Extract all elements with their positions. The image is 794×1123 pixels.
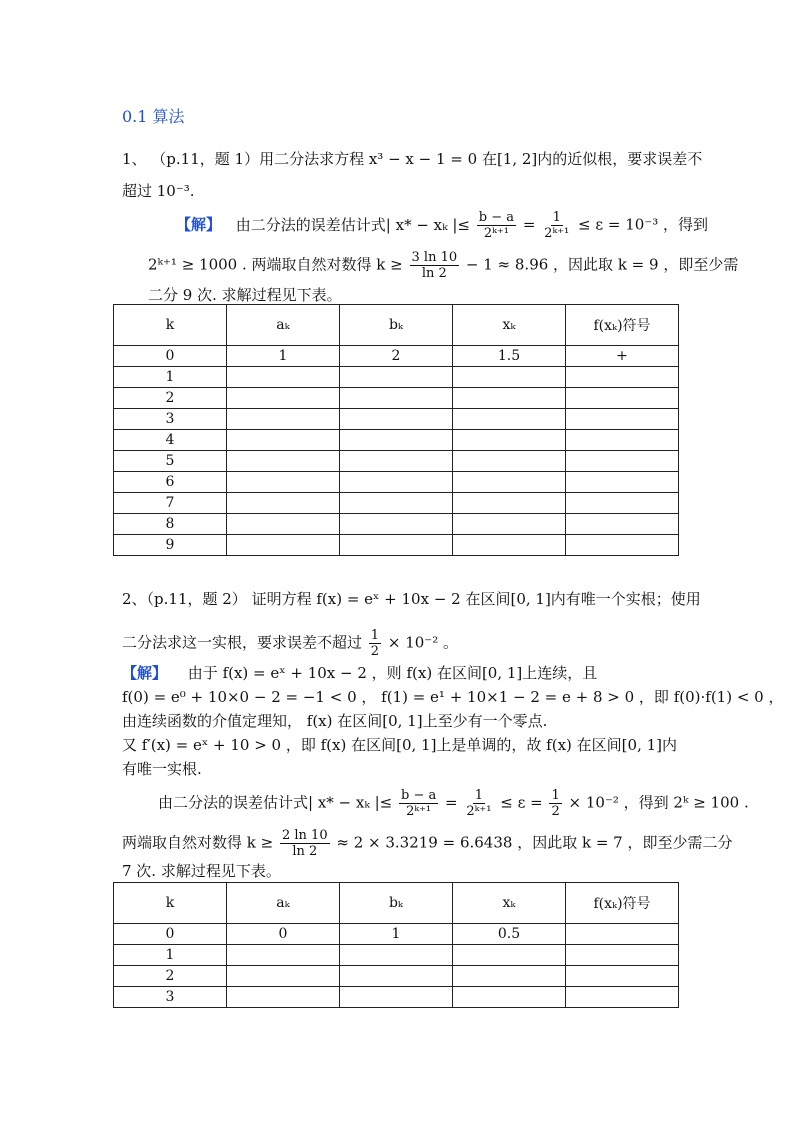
table-cell <box>227 493 340 514</box>
table-header-row <box>114 883 679 924</box>
table-cell <box>340 409 453 430</box>
table-cell <box>340 472 453 493</box>
table-header-row <box>114 305 679 346</box>
table-cell: 5 <box>114 451 227 472</box>
table-cell: 3 <box>114 987 227 1008</box>
fraction-one-over-power: $\frac{1}{\text{2ᵏ⁺¹}}$ <box>544 210 570 241</box>
table-cell <box>453 409 566 430</box>
problem2-solution-line7: 两端取自然对数得 k ≥ $\frac{2 \ln 10}{\ln 2}$ ≈ 2 × 3.3219 = 6.6438 ，因此取 k = 7 ，即至少需二分 <box>122 828 733 859</box>
error-bound-text: ≤ ε = 10⁻³ ，得到 <box>578 215 709 234</box>
table-cell: 1 <box>114 367 227 388</box>
table-header-cell: bₖ <box>340 305 453 346</box>
table-header-cell: f(xₖ)符号 <box>566 305 679 346</box>
table-cell <box>566 945 679 966</box>
table-row <box>114 346 679 367</box>
table-cell <box>227 966 340 987</box>
error-estimate-text: 由二分法的误差估计式| x* − xₖ |≤ <box>235 215 471 234</box>
table-cell <box>340 367 453 388</box>
problem2-solution-line8: 7 次. 求解过程见下表。 <box>122 862 281 880</box>
problem2-solution-line2: f(0) = e⁰ + 10×0 − 2 = −1 < 0 ， f(1) = e¹ + 10×1 − 2 = e + 8 > 0 ，即 f(0)·f(1) < 0 ， <box>122 688 784 706</box>
table-cell: 1.5 <box>453 346 566 367</box>
table-cell <box>340 451 453 472</box>
table-cell <box>227 451 340 472</box>
table-cell <box>453 430 566 451</box>
problem2-solution-line5: 有唯一实根. <box>122 760 202 778</box>
table-cell: 2 <box>340 346 453 367</box>
table-cell <box>566 430 679 451</box>
table-row <box>114 451 679 472</box>
table-cell <box>227 514 340 535</box>
table-cell <box>340 987 453 1008</box>
table-cell <box>340 493 453 514</box>
table-cell <box>566 451 679 472</box>
problem1-solution-line2: 2ᵏ⁺¹ ≥ 1000 . 两端取自然对数得 k ≥ $\frac{3 \ln 10}{\ln 2}$ − 1 ≈ 8.96 ，因此取 k = 9 ，即至少需 <box>148 250 739 281</box>
table-cell: 9 <box>114 535 227 556</box>
table-cell: 1 <box>340 924 453 945</box>
problem2-statement-line2: 二分法求这一实根，要求误差不超过 $\frac{1}{2}$ × 10⁻² 。 <box>122 628 458 659</box>
table-cell <box>340 430 453 451</box>
problem2-solution-line6: 由二分法的误差估计式| x* − xₖ |≤ $\frac{b - a}{\text{2ᵏ⁺¹}}$ = $\frac{1}{\text{2ᵏ⁺¹}}$ ≤ ε = $\frac{1}{2}$ × 10⁻² ，得到 2ᵏ ≥ 100 . <box>158 788 749 819</box>
problem1-solution-line3: 二分 9 次. 求解过程见下表。 <box>148 286 342 304</box>
table-cell: 2 <box>114 966 227 987</box>
table-cell <box>340 535 453 556</box>
table-cell <box>566 472 679 493</box>
solution-label: 【解】 <box>176 215 222 234</box>
table-cell <box>566 535 679 556</box>
table-header-cell: xₖ <box>453 883 566 924</box>
table-cell: 3 <box>114 409 227 430</box>
table-cell <box>566 409 679 430</box>
table-cell <box>453 388 566 409</box>
table-cell: 8 <box>114 514 227 535</box>
table-cell <box>453 514 566 535</box>
table-cell: 0 <box>114 924 227 945</box>
table-cell <box>340 966 453 987</box>
table-row <box>114 430 679 451</box>
table-header-cell: xₖ <box>453 305 566 346</box>
table-cell: 6 <box>114 472 227 493</box>
table-cell: 0.5 <box>453 924 566 945</box>
table-cell: 4 <box>114 430 227 451</box>
bisection-table-1 <box>113 304 679 556</box>
table-cell: 0 <box>227 924 340 945</box>
table-row <box>114 987 679 1008</box>
table-cell <box>566 514 679 535</box>
table-cell <box>566 924 679 945</box>
table-row <box>114 493 679 514</box>
table-cell: 7 <box>114 493 227 514</box>
problem1-solution-line1: 【解】 由二分法的误差估计式| x* − xₖ |≤ $\frac{b - a}{\text{2ᵏ⁺¹}}$ = $\frac{1}{\text{2ᵏ⁺¹}}$ ≤ ε = 10⁻³ ，得到 <box>176 210 709 241</box>
problem2-solution-line1: 【解】 由于 f(x) = eˣ + 10x − 2 ，则 f(x) 在区间[0, 1]上连续，且 <box>122 664 598 682</box>
fraction-one-half: $\frac{1}{2}$ <box>370 628 380 659</box>
problem2-solution-line3: 由连续函数的介值定理知， f(x) 在区间[0, 1]上至少有一个零点. <box>122 712 548 730</box>
problem2-solution-line4: 又 f′(x) = eˣ + 10 > 0 ，即 f(x) 在区间[0, 1]上是单调的，故 f(x) 在区间[0, 1]内 <box>122 736 677 754</box>
table-cell <box>227 535 340 556</box>
table-header-cell: aₖ <box>227 305 340 346</box>
table-header-cell: k <box>114 883 227 924</box>
table-cell <box>566 987 679 1008</box>
table-cell <box>227 472 340 493</box>
table-cell: 0 <box>114 346 227 367</box>
table-row <box>114 409 679 430</box>
section-title: 0.1 算法 <box>122 107 185 126</box>
table-header-cell: f(xₖ)符号 <box>566 883 679 924</box>
fraction-3ln10-over-ln2: $\frac{3 \ln 10}{\ln 2}$ <box>411 250 458 281</box>
table-cell <box>453 945 566 966</box>
table-row <box>114 367 679 388</box>
table-cell <box>453 535 566 556</box>
table-row <box>114 514 679 535</box>
table-cell <box>227 430 340 451</box>
problem1-statement-line2: 超过 10⁻³. <box>122 182 195 200</box>
table-cell: + <box>566 346 679 367</box>
table-row <box>114 388 679 409</box>
table-cell <box>227 409 340 430</box>
table-cell: 1 <box>227 346 340 367</box>
table-cell <box>566 966 679 987</box>
bisection-table-2 <box>113 882 679 1008</box>
table-cell <box>453 493 566 514</box>
table-row <box>114 945 679 966</box>
table-header-cell: bₖ <box>340 883 453 924</box>
problem1-statement-line1: 1、 （p.11，题 1）用二分法求方程 x³ − x − 1 = 0 在[1, 2]内的近似根，要求误差不 <box>122 150 703 168</box>
table-cell <box>227 388 340 409</box>
table-cell <box>340 388 453 409</box>
table-cell <box>340 514 453 535</box>
table-cell <box>453 451 566 472</box>
table-row <box>114 535 679 556</box>
table-cell <box>566 388 679 409</box>
table-cell <box>566 367 679 388</box>
table-cell <box>453 367 566 388</box>
table-cell: 2 <box>114 388 227 409</box>
table-row <box>114 472 679 493</box>
table-header-cell: aₖ <box>227 883 340 924</box>
table-cell <box>227 367 340 388</box>
table-cell: 1 <box>114 945 227 966</box>
table-cell <box>453 966 566 987</box>
table-cell <box>453 987 566 1008</box>
table-cell <box>566 493 679 514</box>
fraction-b-minus-a: $\frac{b - a}{\text{2ᵏ⁺¹}}$ <box>478 210 515 241</box>
table-cell <box>227 987 340 1008</box>
solution-label: 【解】 <box>122 664 168 682</box>
problem2-statement-line1: 2、（p.11，题 2） 证明方程 f(x) = eˣ + 10x − 2 在区间[0, 1]内有唯一个实根；使用 <box>122 590 701 608</box>
table-header-cell: k <box>114 305 227 346</box>
table-cell <box>227 945 340 966</box>
table-row <box>114 924 679 945</box>
table-cell <box>453 472 566 493</box>
table-cell <box>340 945 453 966</box>
table-row <box>114 966 679 987</box>
